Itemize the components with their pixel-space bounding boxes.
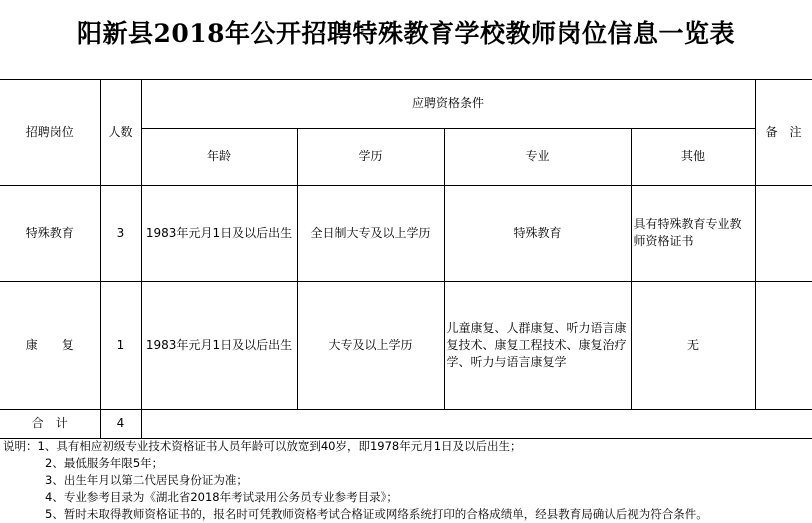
header-count: 人数	[100, 80, 141, 185]
table-row	[0, 185, 812, 281]
header-remarks: 备 注	[755, 80, 812, 185]
cell-other: 具有特殊教育专业教师资格证书	[631, 185, 755, 281]
total-label: 合 计	[0, 409, 100, 438]
note-line: 说明：1、具有相应初级专业技术资格证书人员年龄可以放宽到40岁，即1978年元月1日及以后出生；	[3, 439, 522, 453]
total-empty	[141, 409, 812, 438]
cell-education: 全日制大专及以上学历	[297, 185, 444, 281]
cell-major: 儿童康复、人群康复、听力语言康复技术、康复工程技术、康复治疗学、听力与语言康复学	[444, 281, 631, 409]
note-line: 3、出生年月以第二代居民身份证为准；	[45, 473, 248, 487]
cell-count: 3	[100, 185, 141, 281]
cell-other: 无	[631, 281, 755, 409]
note-line: 4、专业参考目录为《湖北省2018年考试录用公务员专业参考目录》；	[45, 490, 398, 504]
cell-remarks	[755, 281, 812, 409]
note-line: 2、最低服务年限5年；	[45, 456, 164, 470]
page-title: 阳新县2018年公开招聘特殊教育学校教师岗位信息一览表	[76, 19, 736, 48]
notes	[3, 438, 809, 523]
total-count: 4	[100, 409, 141, 438]
header-position: 招聘岗位	[0, 80, 100, 185]
cell-major: 特殊教育	[444, 185, 631, 281]
total-row	[0, 409, 812, 438]
header-qualifications: 应聘资格条件	[141, 80, 755, 128]
positions-table	[0, 80, 812, 439]
cell-position: 康 复	[0, 281, 100, 409]
header-row-1	[0, 80, 812, 128]
table-row	[0, 281, 812, 409]
cell-remarks	[755, 185, 812, 281]
cell-age: 1983年元月1日及以后出生	[141, 185, 297, 281]
cell-count: 1	[100, 281, 141, 409]
header-education: 学历	[297, 128, 444, 185]
header-other: 其他	[631, 128, 755, 185]
header-major: 专业	[444, 128, 631, 185]
cell-education: 大专及以上学历	[297, 281, 444, 409]
cell-age: 1983年元月1日及以后出生	[141, 281, 297, 409]
cell-position: 特殊教育	[0, 185, 100, 281]
header-age: 年龄	[141, 128, 297, 185]
note-line: 5、暂时未取得教师资格证书的，报名时可凭教师资格考试合格证或网络系统打印的合格成绩单，经县教育局确认后视为符合条件。	[45, 507, 708, 521]
